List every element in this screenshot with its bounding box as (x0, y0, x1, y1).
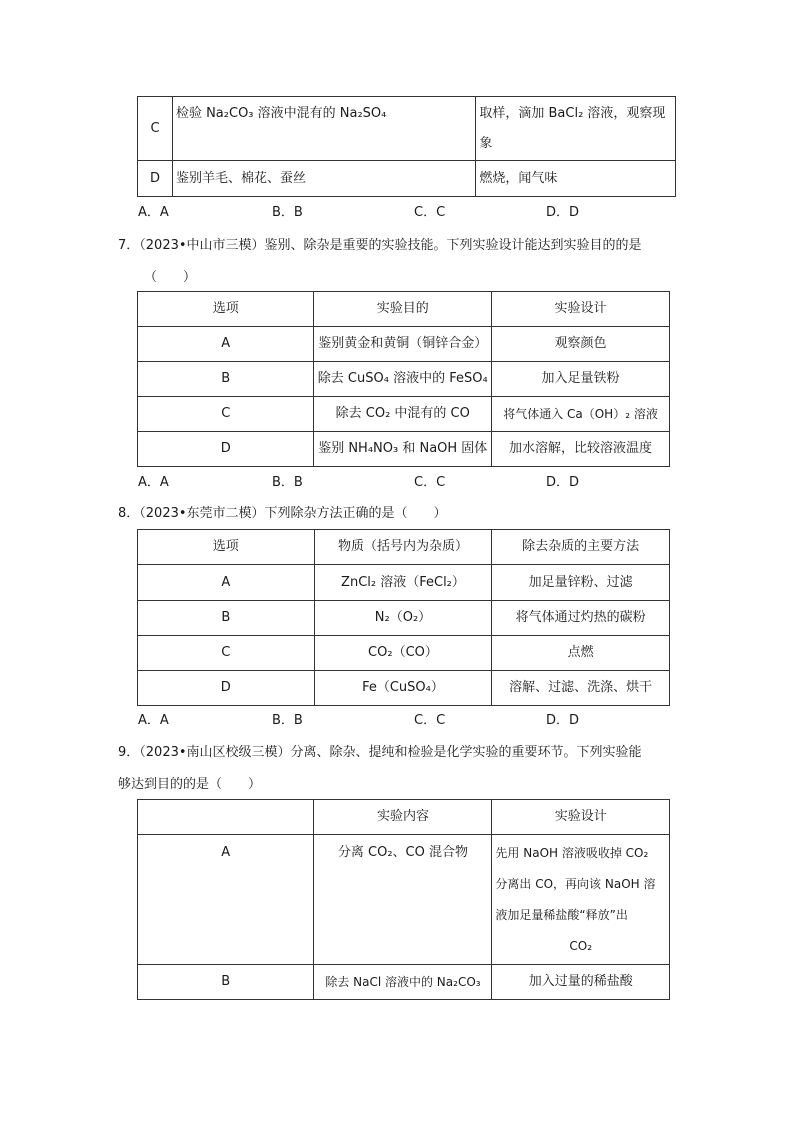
option-cell: D (138, 432, 314, 467)
table-row (138, 397, 670, 432)
table-header-row (138, 292, 670, 327)
design-cell: 观察颜色 (492, 327, 670, 362)
substance-cell: Fe（CuSO₄） (314, 671, 492, 706)
method-cell: 将气体通过灼热的碳粉 (492, 601, 670, 636)
option-cell: B (138, 601, 315, 636)
table-row (138, 835, 670, 965)
choice-d[interactable]: D．D (546, 713, 580, 728)
q7-choices (138, 473, 658, 493)
design-cell: 加入过量的稀盐酸 (492, 965, 670, 1000)
option-cell: A (138, 565, 315, 601)
question-text-line: 够达到目的的是（ ） (118, 777, 262, 792)
question-text: 8．（2023•东莞市二模）下列除杂方法正确的是（ ） (118, 506, 447, 521)
design-line: 先用 NaOH 溶液吸收掉 CO₂ (495, 846, 649, 860)
table-row (138, 161, 676, 197)
goal-cell: 鉴别黄金和黄铜（铜锌合金） (314, 327, 492, 362)
table-row (138, 671, 670, 706)
table-row (138, 327, 670, 362)
header-design: 实验设计 (492, 292, 670, 327)
table-row (138, 636, 670, 671)
header-substance: 物质（括号内为杂质） (314, 530, 492, 565)
q8-stem (118, 498, 678, 530)
option-cell: D (138, 671, 315, 706)
goal-cell: 检验 Na₂CO₃ 溶液中混有的 Na₂SO₄ (172, 97, 475, 161)
table-row (138, 362, 670, 397)
q7-stem (118, 230, 678, 294)
q9-table (137, 799, 670, 1000)
substance-cell: N₂（O₂） (314, 601, 492, 636)
header-goal: 实验目的 (314, 292, 492, 327)
choice-c[interactable]: C．C (414, 475, 446, 490)
design-cell: 将气体通入 Ca（OH）₂ 溶液 (492, 397, 670, 432)
design-cell: 加水溶解，比较溶液温度 (492, 432, 670, 467)
choice-b[interactable]: B．B (272, 205, 303, 220)
option-cell: B (138, 362, 314, 397)
table-row (138, 97, 676, 161)
option-cell: D (138, 161, 173, 197)
substance-cell: CO₂（CO） (314, 636, 492, 671)
choice-a[interactable]: A．A (138, 475, 169, 490)
option-cell: C (138, 97, 173, 161)
design-line: 液加足量稀盐酸“释放”出 (495, 908, 628, 922)
content-cell: 分离 CO₂、CO 混合物 (314, 835, 492, 965)
option-cell: C (138, 397, 314, 432)
goal-cell: 鉴别羊毛、棉花、蚕丝 (172, 161, 475, 197)
choice-d[interactable]: D．D (546, 205, 580, 220)
header-option: 选项 (138, 530, 315, 565)
table-header-row (138, 800, 670, 835)
design-line: 取样，滴加 BaCl₂ 溶液，观察现 (479, 106, 666, 121)
design-cell: 燃烧，闻气味 (476, 161, 676, 197)
choice-a[interactable]: A．A (138, 205, 169, 220)
question-text-line: 9．（2023•南山区校级三模）分离、除杂、提纯和检验是化学实验的重要环节。下列实验能 (118, 745, 642, 760)
q6-table (137, 96, 676, 197)
goal-cell: 除去 CO₂ 中混有的 CO (314, 397, 492, 432)
content-cell: 除去 NaCl 溶液中的 Na₂CO₃ (314, 965, 492, 1000)
choice-c[interactable]: C．C (414, 205, 446, 220)
design-cell: 加入足量铁粉 (492, 362, 670, 397)
q8-table (137, 529, 670, 706)
choice-b[interactable]: B．B (272, 713, 303, 728)
question-text: 7．（2023•中山市三模）鉴别、除杂是重要的实验技能。下列实验设计能达到实验目的的是 (118, 238, 642, 253)
design-line: CO₂ (569, 939, 593, 953)
method-cell: 加足量锌粉、过滤 (492, 565, 670, 601)
header-design: 实验设计 (492, 800, 670, 835)
q8-choices (138, 711, 658, 731)
method-cell: 溶解、过滤、洗涤、烘干 (492, 671, 670, 706)
answer-blank: （ ） (144, 270, 197, 285)
choice-c[interactable]: C．C (414, 713, 446, 728)
table-row (138, 565, 670, 601)
header-option: 选项 (138, 292, 314, 327)
design-cell (492, 835, 670, 965)
option-cell: A (138, 835, 314, 965)
header-blank (138, 800, 314, 835)
design-cell (476, 97, 676, 161)
table-row (138, 432, 670, 467)
substance-cell: ZnCl₂ 溶液（FeCl₂） (314, 565, 492, 601)
header-content: 实验内容 (314, 800, 492, 835)
choice-b[interactable]: B．B (272, 475, 303, 490)
option-cell: A (138, 327, 314, 362)
method-cell: 点燃 (492, 636, 670, 671)
table-row (138, 601, 670, 636)
table-header-row (138, 530, 670, 565)
q9-stem (118, 737, 678, 801)
option-cell: B (138, 965, 314, 1000)
goal-cell: 除去 CuSO₄ 溶液中的 FeSO₄ (314, 362, 492, 397)
header-method: 除去杂质的主要方法 (492, 530, 670, 565)
goal-cell: 鉴别 NH₄NO₃ 和 NaOH 固体 (314, 432, 492, 467)
option-cell: C (138, 636, 315, 671)
design-line: 象 (479, 136, 493, 151)
q6-choices (138, 203, 658, 223)
choice-a[interactable]: A．A (138, 713, 169, 728)
q7-table (137, 291, 670, 467)
design-line: 分离出 CO，再向该 NaOH 溶 (495, 877, 656, 891)
choice-d[interactable]: D．D (546, 475, 580, 490)
table-row (138, 965, 670, 1000)
